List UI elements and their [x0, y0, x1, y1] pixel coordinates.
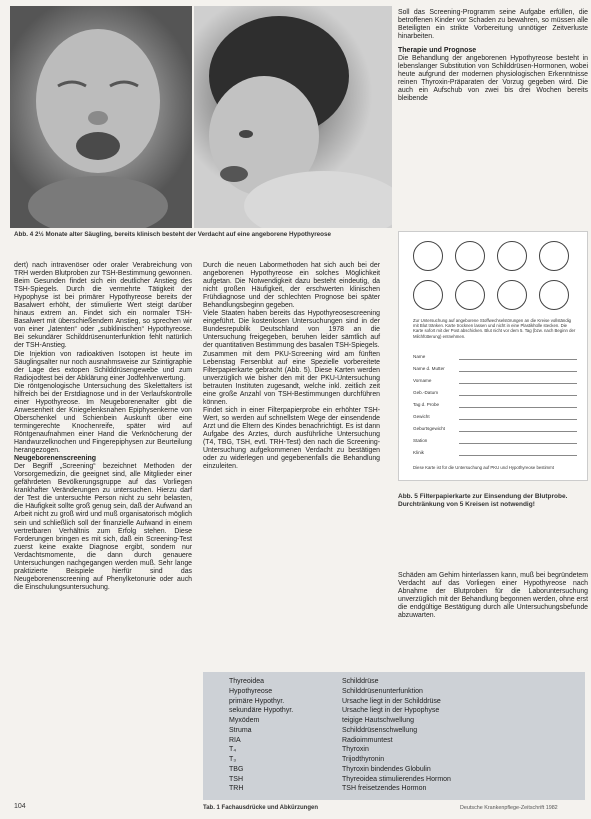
table-cell-term: TBG	[229, 765, 244, 773]
table-row	[203, 745, 585, 755]
paragraph: Zusammen mit dem PKU-Screening wird am fünften Lebenstag Fersenblut auf eine Spezielle vorbereitete Filterpapierkarte gebracht (Abb. 5). Diese Karten werden unverzüglich wie bisher den mit der PKU-Untersuchung betrauten Instituten zugesandt, welche inkl. zeitlich zeit eine große Anzahl von TSH-Bestimmungen durchführen können.	[203, 350, 380, 406]
card-field-label: Klinik	[413, 450, 424, 455]
card-field-line	[459, 455, 577, 456]
paragraph: Findet sich in einer Filterpapierprobe ein erhöhter TSH-Wert, so werden auf schnellstem Wege der einsendende Arzt und die Eltern des Kindes benachrichtigt. Es ist dann Aufgabe des Arztes, durch ausführliche Untersuchung (T4, TBG, TSH, evtl. TRH-Test) den nach die Screening-Untersuchung aufgekommenen Verdacht zu bestätigen oder zu widerlegen und gegebenenfalls die Behandlung einzuleiten.	[203, 406, 380, 471]
table-row	[203, 755, 585, 765]
table-cell-meaning: teigige Hautschwellung	[342, 717, 414, 724]
infant-photo-crying	[10, 6, 192, 228]
paragraph: Schäden am Gehirn hinterlassen kann, muß bei begründetem Verdacht auf das Vorliegen einer Hypothyreose nach Abnahme der Blutproben für die Laboruntersuchung unverzüglich mit der Behandlung begonnen werden, ohne erst die endgültige Bestätigung durch alle Untersuchungsbefunde abzuwarten.	[398, 572, 589, 620]
card-field-line	[459, 383, 577, 384]
blood-circle	[497, 280, 527, 310]
table-cell-term: T₃	[229, 756, 237, 763]
table-row	[203, 736, 585, 746]
card-field-line	[459, 443, 577, 444]
table-cell-meaning: Radioimmuntest	[342, 736, 393, 744]
paragraph: Der Begriff „Screening“ bezeichnet Methoden der Vorsorgemedizin, die geeignet sind, alle Mitglieder einer gefährdeten Bevölkerungsgruppe auf das Vorliegen krankhafter Veränderungen zu untersuchen. Hierzu darf der Test die untersuchte Person nicht zu sehr belasten, die Häufigkeit sollte groß genug sein, daß der Aufwand an Arbeit nicht zu groß wird und muß organisatorisch möglich sein und schließlich soll der finanzielle Aufwand in einem vertretbaren Verhältnis zum Erfolg stehen. Diese Forderungen bringen es mit sich, daß ein Screening-Test zuerst keine exakte Diagnose ergibt, sondern nur Verdachtsmomente, die dann durch genauere Untersuchungen nachgegangen werden muß. Sehr lange praktizierte Beispiele hierfür sind das Neugeborenenscreening auf Phenylketonurie oder auch die Einschulungsuntersuchung.	[14, 463, 192, 591]
blood-circle	[497, 241, 527, 271]
card-field-label: Tag d. Probe	[413, 402, 440, 407]
table-cell-meaning: Thyreoidea stimulierendes Hormon	[342, 775, 451, 783]
table-cell-term: T₄	[229, 746, 237, 754]
paragraph: dert) nach intravenöser oder oraler Verabreichung von TRH werden Blutproben zur TSH-Bestimmung gewonnen. Beim Gesunden findet sich ein deutlicher Anstieg des TSH-Spiegels. Durch die vermehrte Tätigkeit der Hypophyse ist bei primärer Hypothyreose bereits der Basalwert erhöht, der stimulierte Wert steigt darüber hinaus extrem an. Findet sich ein normaler TSH-Basalwert mit überschießendem Anstieg, so sprechen wir von einer „latenten“ oder „subklinischen“ Hypothyreose. Bei sekundärer Schilddrüsenunterfunktion fehlt natürlich der TSH-Anstieg.	[14, 262, 192, 350]
table-cell-meaning: Ursache liegt in der Hypophyse	[342, 707, 440, 715]
card-field-label: Geburtsgewicht	[413, 426, 445, 431]
card-field-label: Station	[413, 438, 428, 443]
table-cell-term: Thyreoidea	[229, 678, 265, 685]
table-row	[203, 687, 585, 697]
table-cell-term: TRH	[229, 785, 244, 793]
figure4-caption-text: 2½ Monate alter Säugling, bereits klinisch besteht der Verdacht auf eine angeborene Hypothyreose	[35, 231, 332, 238]
table-cell-term: RIA	[229, 736, 241, 744]
card-field-line	[459, 431, 577, 432]
table-caption: Tab. 1 Fachausdrücke und Abkürzungen	[203, 805, 319, 811]
table-cell-meaning: Thyroxin bindendes Globulin	[342, 765, 431, 773]
table-cell-meaning: Trijodthyronin	[342, 756, 385, 763]
table-cell-meaning: Schilddrüsenschwellung	[342, 726, 418, 734]
figure5-caption-text: Filterpapierkarte zur Einsendung der Blutprobe. Durchtränkung von 5 Kreisen ist notwendig!	[398, 493, 568, 509]
blood-circle	[413, 241, 443, 271]
text-column-left	[14, 262, 192, 592]
filter-paper-card	[398, 231, 588, 481]
table-cell-term: sekundäre Hypothyr.	[229, 707, 294, 715]
table-cell-meaning: Thyroxin	[342, 746, 369, 754]
table-row	[203, 697, 585, 707]
journal-footer: Deutsche Krankenpflege-Zeitschrift 1982	[460, 805, 558, 811]
card-field-line	[459, 395, 577, 396]
card-field-label: Gewicht	[413, 414, 430, 419]
card-field-label: Name	[413, 354, 426, 359]
blood-circle	[455, 241, 485, 271]
figure5-caption	[398, 493, 588, 509]
paragraph: Die röntgenologische Untersuchung des Skelettalters ist hilfreich bei der Erstdiagnose und in der Verlaufskontrolle einer Hypothyreose. Im Neugeborenenalter gibt die Anwesenheit der Kniegelenksnahen Epiphysenkerne von Oberschenkel und Schienbein Auskunft über eine termingerechte Knochenreife, später wird auf Röntgenaufnahmen einer Hand die Verknöcherung der Handwurzelknochen und Fingerepiphysen zur Beurteilung herangezogen.	[14, 382, 192, 455]
paragraph: Soll das Screening-Programm seine Aufgabe erfüllen, die betroffenen Kinder vor Schaden zu bewahren, so müssen alle Beteiligten ein strikte Vorbereitung unnötiger Zeitverluste hinarbeiten.	[398, 9, 588, 41]
table-row	[203, 716, 585, 726]
table-cell-term: Struma	[229, 726, 252, 734]
abbreviations-table	[203, 672, 585, 800]
table-row	[203, 765, 585, 775]
table-row	[203, 726, 585, 736]
paragraph: Die Behandlung der angeborenen Hypothyreose besteht in lebenslanger Substitution von Schilddrüsen-Hormonen, wobei heute aufgrund der modernen physiologischen Erkenntnisse reinen Thyroxin-Präparaten der Vorzug gegeben wird. Die auch ein Aufschub von zwei bis drei Wochen bereits bleibende	[398, 55, 588, 103]
table-cell-meaning: Schilddrüse	[342, 678, 379, 685]
blood-circle	[539, 241, 569, 271]
table-cell-term: TSH	[229, 775, 243, 783]
infant-photo-profile	[194, 6, 392, 228]
section-heading-therapy: Therapie und Prognose	[398, 47, 477, 55]
text-column-middle	[203, 262, 380, 471]
table-cell-meaning: TSH freisetzendes Hormon	[342, 785, 427, 793]
figure4-caption	[14, 231, 394, 239]
table-row	[203, 784, 585, 794]
figure4-label: Abb. 4	[14, 231, 34, 238]
card-field-label: Geb.-Datum	[413, 390, 439, 395]
card-field-line	[459, 359, 577, 360]
blood-circle	[539, 280, 569, 310]
table-row	[203, 706, 585, 716]
table-cell-term: primäre Hypothyr.	[229, 697, 285, 705]
card-field-line	[459, 407, 577, 408]
table-cell-meaning: Schilddrüsenunterfunktion	[342, 687, 423, 695]
blood-circle	[413, 280, 443, 310]
paragraph: Durch die neuen Labormethoden hat sich auch bei der angeborenen Hypothyreose ein solches Möglichkeit aufgetan. Die Notwendigkeit dazu besteht eindeutig, da nicht großen Häufigkeit, der erschwerten klinischen Frühdiagnose und der schlechten Prognose bei später Behandlungsbeginn gegeben.	[203, 262, 380, 310]
table-row	[203, 775, 585, 785]
paragraph: Viele Staaten haben bereits das Hypothyreosescreening eingeführt. Die kostenlosen Untersuchungen sind in der Bundesrepublik Deutschland von 1978 an die Untersuchung freigegeben, beruhen leider sämtlich auf der quantitativen Bestimmung des basalen TSH-Spiegels.	[203, 310, 380, 350]
card-field-line	[459, 419, 577, 420]
text-column-right-top	[398, 9, 588, 104]
section-heading: Neugeborenenscreening	[14, 455, 97, 463]
card-field-line	[459, 371, 577, 372]
figure5-label: Abb. 5	[398, 493, 418, 500]
card-instructions: Zur Untersuchung auf angeborene Stoffwechselstörungen an die Kreise vollständig mit Blut tränken. Karte trocknen lassen und nicht in eine Plastikhülle stecken. Die Karte sofort mit der Post abschicken. Blut nicht vor dem 5. Tag (bzw. nach Beginn der Milchfütterung) entnehmen.	[413, 318, 576, 339]
paragraph: Die Injektion von radioaktiven Isotopen ist heute im Säuglingsalter nur noch ausnahmsweise zur Szintigraphie der Lage des extopen Schilddrüsengewebe und zum Radiojodtest bei der Abklärung einer Jodfehlverwertung.	[14, 350, 192, 382]
table-row	[203, 677, 585, 687]
page-number: 104	[14, 803, 26, 810]
card-footer: Diese Karte ist für die Untersuchung auf PKU und Hypothyreose bestimmt	[413, 465, 554, 470]
text-column-right-bottom	[398, 572, 588, 620]
card-field-label: Name d. Mutter	[413, 366, 445, 371]
table-cell-term: Myxödem	[229, 717, 260, 724]
card-field-label: Vorname	[413, 378, 432, 383]
blood-circle	[455, 280, 485, 310]
table-cell-meaning: Ursache liegt in der Schilddrüse	[342, 697, 441, 705]
table-cell-term: Hypothyreose	[229, 687, 273, 695]
